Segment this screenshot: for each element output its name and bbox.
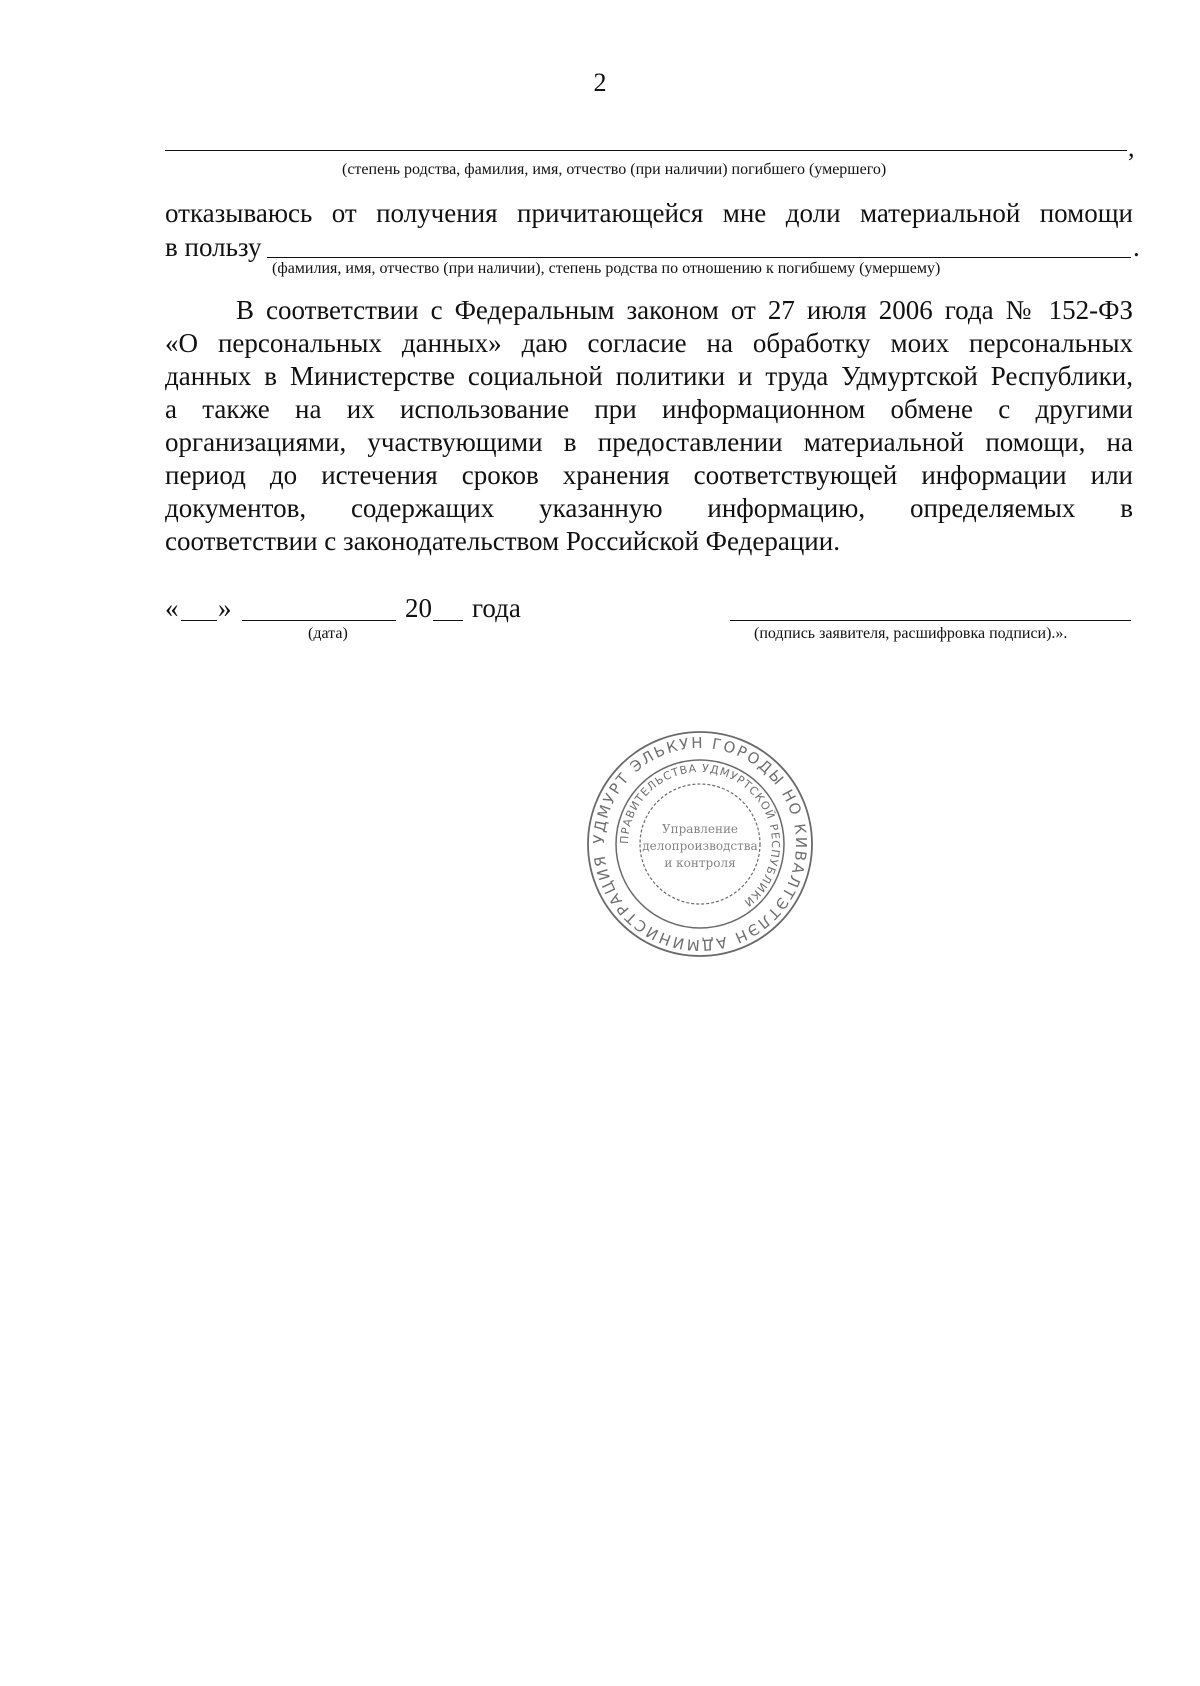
deceased-relative-caption: (степень родства, фамилия, имя, отчество (при наличии) погибшего (умершего)	[342, 161, 887, 178]
signature-caption: (подпись заявителя, расшифровка подписи).».	[754, 625, 1068, 642]
consent-line: «О персональных данных» даю согласие на обработку моих персональных	[165, 328, 1133, 358]
month-field-line[interactable]	[242, 620, 396, 621]
stamp-inner-text-path: ПРАВИТЕЛЬСТВА УДМУРТСКОЙ РЕСПУБЛИКИ	[617, 761, 783, 910]
consent-line: документов, содержащих указанную информацию, определяемых в	[165, 493, 1133, 523]
year-prefix: 20	[405, 593, 432, 623]
refusal-line-1: отказываюсь от получения причитающейся мне доли материальной помощи	[165, 198, 1133, 228]
date-close-quote: »	[218, 593, 232, 623]
consent-line: соответствии с законодательством Российской Федерации.	[165, 526, 840, 556]
deceased-relative-field-line[interactable]	[165, 150, 1127, 151]
date-open-quote: «	[165, 593, 179, 623]
signature-field-line[interactable]	[730, 620, 1131, 621]
consent-line: а также на их использование при информационном обмене с другими	[165, 394, 1133, 424]
consent-line: организациями, участвующими в предоставлении материальной помощи, на	[165, 427, 1133, 457]
consent-line: период до истечения сроков хранения соответствующей информации или	[165, 460, 1133, 490]
beneficiary-caption: (фамилия, имя, отчество (при наличии), степень родства по отношению к погибшему (умершему)	[272, 260, 941, 277]
trailing-comma: ,	[1128, 133, 1135, 162]
stamp-center-line: делопроизводства	[642, 839, 758, 853]
day-field-line[interactable]	[181, 620, 217, 621]
year-field-line[interactable]	[433, 620, 463, 621]
stamp-center-line: Управление	[661, 822, 739, 836]
page-number: 2	[593, 68, 607, 97]
official-stamp	[580, 727, 820, 962]
consent-line: данных в Министерстве социальной политики и труда Удмуртской Республики,	[165, 361, 1133, 391]
date-caption: (дата)	[308, 625, 348, 642]
refusal-in-favor-of-label: в пользу	[165, 232, 262, 262]
stamp-outer-text-path: УДМУРТ ЭЛЬКУН ГОРОДЫ НО КИВАЛТЭТЛЭН АДМИНИСТРАЦИЯ	[589, 733, 811, 955]
stamp-center-line: и контроля	[664, 856, 736, 870]
beneficiary-field-line[interactable]	[267, 257, 1131, 258]
trailing-period: .	[1133, 232, 1140, 262]
year-suffix: года	[472, 593, 521, 623]
consent-line: В соответствии с Федеральным законом от 27 июля 2006 года № 152-ФЗ	[236, 295, 1133, 325]
